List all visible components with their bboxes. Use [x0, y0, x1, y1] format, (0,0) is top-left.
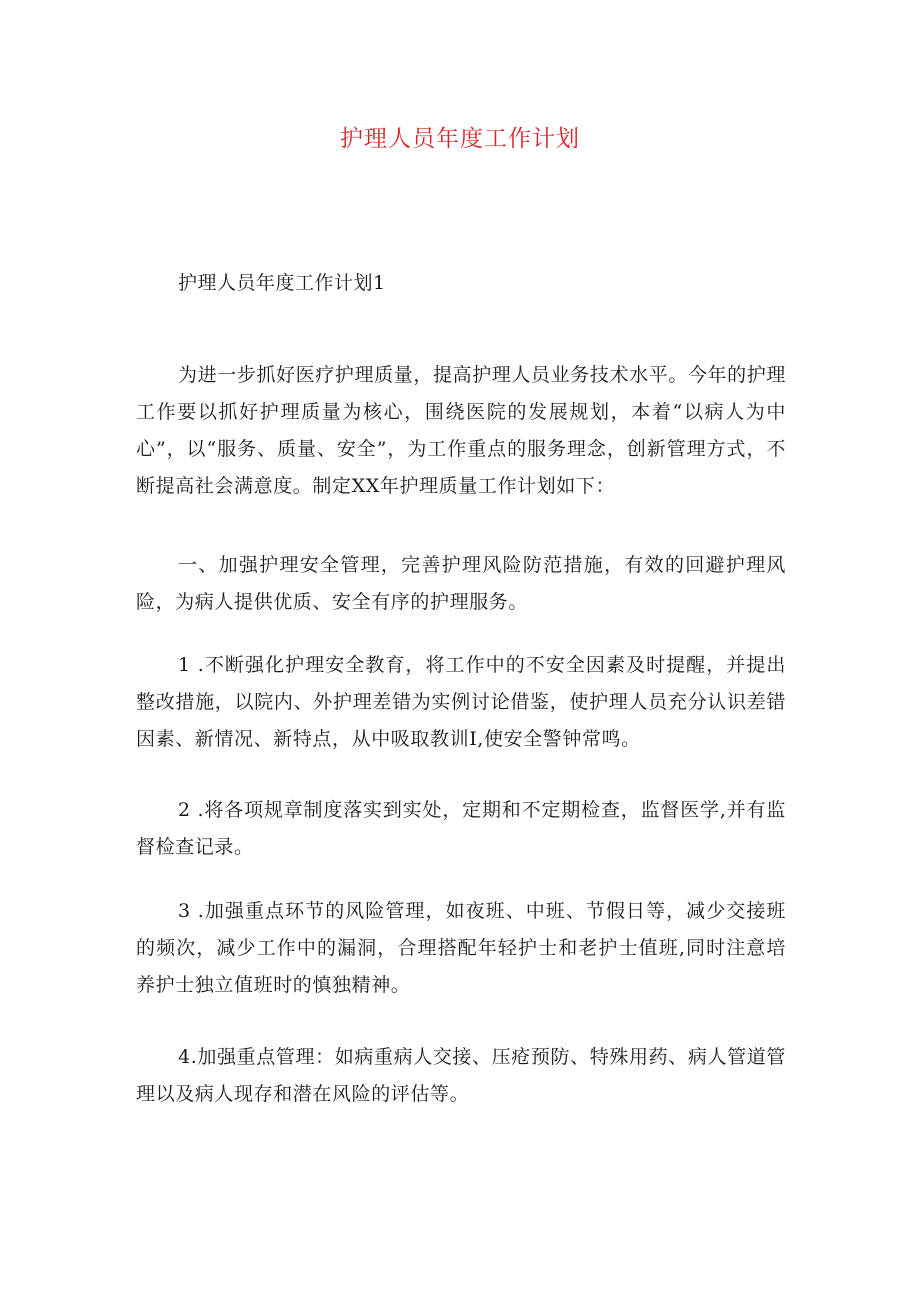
- list-item-paragraph: 2 .将各项规章制度落实到实处，定期和不定期检查，监督医学,并有监督检查记录。: [136, 799, 786, 858]
- intro-paragraph: 为进一步抓好医疗护理质量，提高护理人员业务技术水平。今年的护理工作要以抓好护理质量为核心，围绕医院的发展规划，本着“以病人为中心”，以“服务、质量、安全”，为工作重点的服务理念，创新管理方式，不断提高社会满意度。制定XX年护理质量工作计划如下：: [136, 364, 786, 497]
- section-subheading: 护理人员年度工作计划1: [178, 272, 386, 294]
- document-title: 护理人员年度工作计划: [340, 126, 580, 152]
- list-item-paragraph: 4.加强重点管理：如病重病人交接、压疮预防、特殊用药、病人管道管理以及病人现存和潜在风险的评估等。: [136, 1046, 786, 1105]
- section-heading-paragraph: 一、加强护理安全管理，完善护理风险防范措施，有效的回避护理风险，为病人提供优质、安全有序的护理服务。: [136, 554, 786, 613]
- list-item-paragraph: 3 .加强重点环节的风险管理，如夜班、中班、节假日等，减少交接班的频次，减少工作中的漏洞，合理搭配年轻护士和老护士值班,同时注意培养护士独立值班时的慎独精神。: [136, 900, 786, 996]
- list-item-paragraph: 1 .不断强化护理安全教育，将工作中的不安全因素及时提醒，并提出整改措施，以院内、外护理差错为实例讨论借鉴，使护理人员充分认识差错因素、新情况、新特点，从中吸取教训I,使安全警钟常鸣。: [136, 654, 786, 750]
